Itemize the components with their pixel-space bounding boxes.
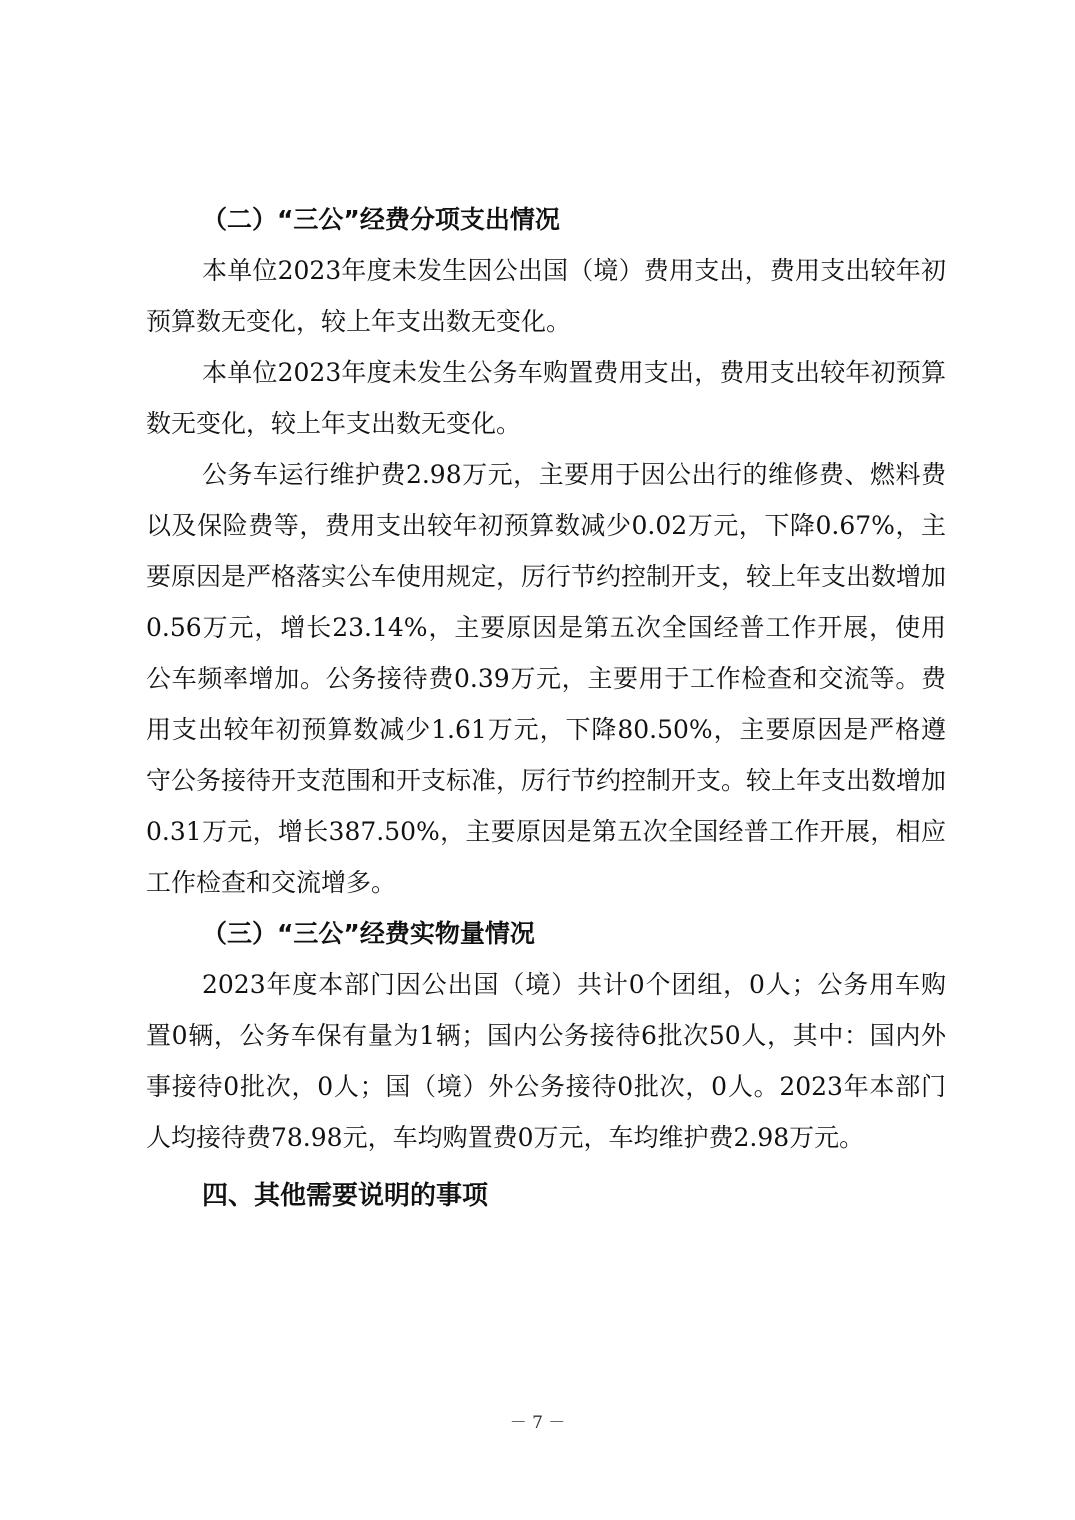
paragraph-vehicle-purchase: 本单位2023年度未发生公务车购置费用支出，费用支出较年初预算数无变化，较上年支出数无变化。	[146, 358, 946, 438]
paragraph-overseas-travel: 本单位2023年度未发生因公出国（境）费用支出，费用支出较年初预算数无变化，较上年支出数无变化。	[146, 256, 946, 336]
section-heading-physical-quantity: （三）“三公”经费实物量情况	[202, 919, 535, 948]
paragraph-vehicle-operation-reception: 公务车运行维护费2.98万元，主要用于因公出行的维修费、燃料费以及保险费等，费用支出较年初预算数减少0.02万元，下降0.67%，主要原因是严格落实公车使用规定，厉行节约控制开支，较上年支出数增加0.56万元，增长23.14%，主要原因是第五次全国经普工作开展，使用公车频率增加。公务接待费0.39万元，主要用于工作检查和交流等。费用支出较年初预算数减少1.61万元，下降80.50%，主要原因是严格遵守公务接待开支范围和开支标准，厉行节约控制开支。较上年支出数增加0.31万元，增长387.50%，主要原因是第五次全国经普工作开展，相应工作检查和交流增多。	[146, 460, 947, 897]
section-heading-other-matters: 四、其他需要说明的事项	[202, 1181, 489, 1211]
document-body	[146, 194, 946, 1222]
paragraph-physical-quantity: 2023年度本部门因公出国（境）共计0个团组，0人；公务用车购置0辆，公务车保有量为1辆；国内公务接待6批次50人，其中：国内外事接待0批次，0人；国（境）外公务接待0批次，0人。2023年本部门人均接待费78.98元，车均购置费0万元，车均维护费2.98万元。	[146, 970, 946, 1152]
page-number: － 7 －	[509, 1413, 566, 1433]
section-heading-breakdown: （二）“三公”经费分项支出情况	[202, 205, 560, 234]
